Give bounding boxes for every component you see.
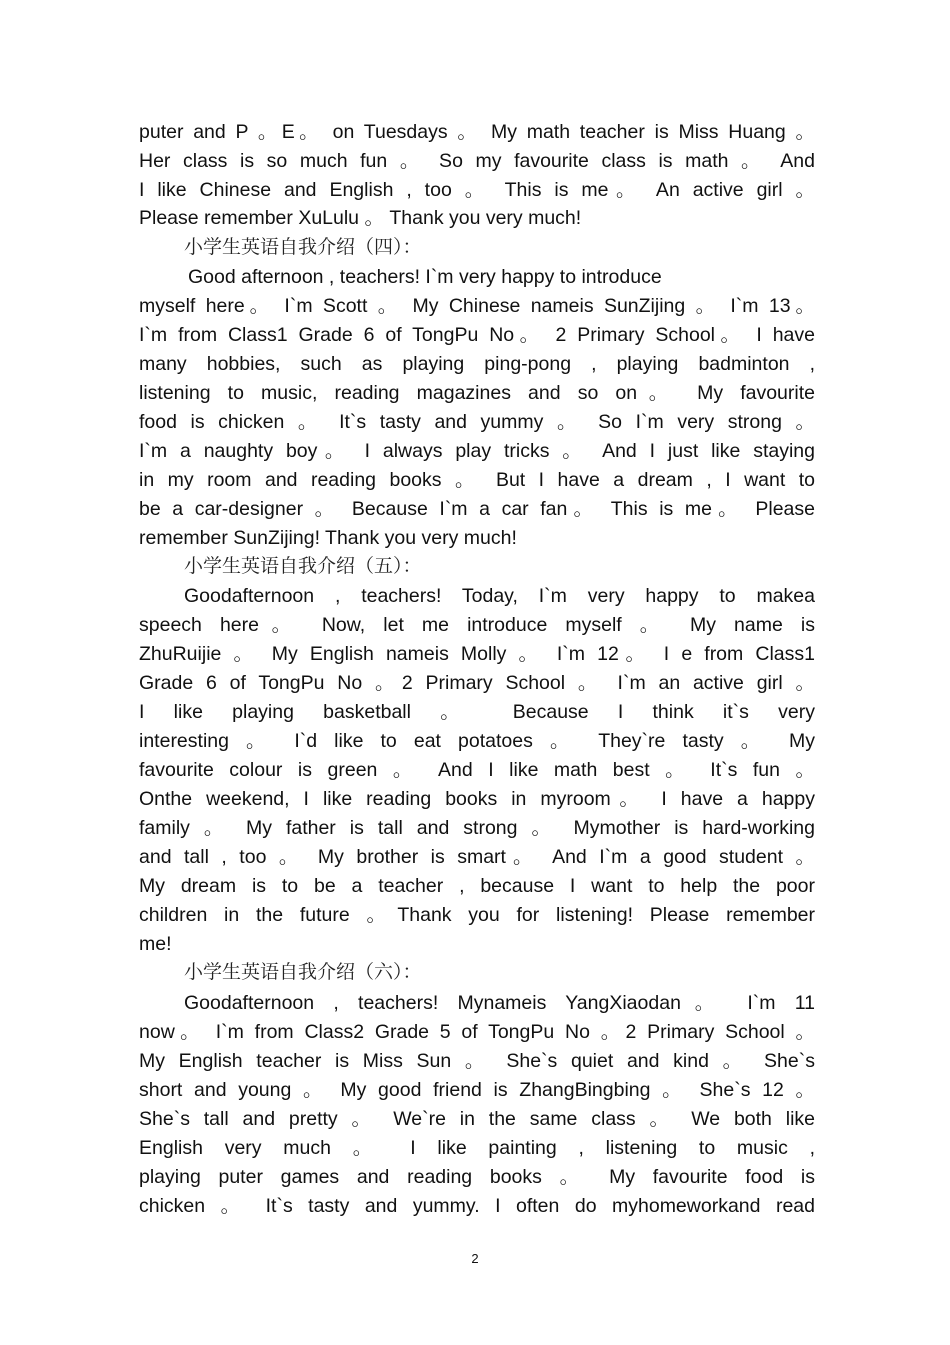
page-number: 2: [471, 1251, 479, 1266]
section-heading-4: 小学生英语自我介绍（四）：: [184, 236, 422, 258]
text-line: short and young 。 My good friend is ZhangBingbing 。 She`s 12 。: [139, 1079, 815, 1101]
text-line: I like playing basketball 。 Because I think it`s very: [139, 701, 815, 723]
text-line: now。 I`m from Class2 Grade 5 of TongPu No 。2 Primary School 。: [139, 1021, 815, 1043]
text-line: Grade 6 of TongPu No 。2 Primary School 。 I`m an active girl 。: [139, 672, 815, 694]
text-line: Good afternoon , teachers! I`m very happy to introduce: [188, 266, 662, 288]
text-line: listening to music, reading magazines and so on。 My favourite: [139, 382, 815, 404]
text-line: Goodafternoon , teachers! Today, I`m very happy to makea: [184, 585, 815, 607]
text-line: chicken 。 It`s tasty and yummy. I often do myhomeworkand read: [139, 1195, 815, 1217]
text-line: many hobbies, such as playing ping-pong , playing badminton ,: [139, 353, 815, 375]
text-line: I like Chinese and English , too 。 This is me。 An active girl 。: [139, 179, 815, 201]
text-line: Onthe weekend, I like reading books in myroom。 I have a happy: [139, 788, 815, 810]
section-heading-6: 小学生英语自我介绍（六）：: [184, 961, 422, 983]
text-line: Her class is so much fun 。 So my favourite class is math 。 And: [139, 150, 815, 172]
text-line: me!: [139, 933, 172, 955]
text-line: I`m a naughty boy。 I always play tricks 。 And I just like staying: [139, 440, 815, 462]
text-line: in my room and reading books 。 But I have a dream , I want to: [139, 469, 815, 491]
text-line: ZhuRuijie 。 My English nameis Molly 。 I`m 12。 I e from Class1: [139, 643, 815, 665]
text-line: remember SunZijing! Thank you very much!: [139, 527, 517, 549]
text-line: I`m from Class1 Grade 6 of TongPu No。 2 Primary School。 I have: [139, 324, 815, 346]
text-line: and tall , too 。 My brother is smart。 And I`m a good student 。: [139, 846, 815, 868]
text-line: children in the future 。Thank you for listening! Please remember: [139, 904, 815, 926]
text-line: favourite colour is green 。 And I like math best 。 It`s fun 。: [139, 759, 815, 781]
text-line: family 。 My father is tall and strong 。 Mymother is hard-working: [139, 817, 815, 839]
text-line: speech here。 Now, let me introduce myself 。 My name is: [139, 614, 815, 636]
text-line: My dream is to be a teacher , because I want to help the poor: [139, 875, 815, 897]
text-line: playing puter games and reading books 。 My favourite food is: [139, 1166, 815, 1188]
text-line: My English teacher is Miss Sun 。 She`s quiet and kind 。 She`s: [139, 1050, 815, 1072]
text-line: She`s tall and pretty 。 We`re in the same class 。 We both like: [139, 1108, 815, 1130]
text-line: Goodafternoon , teachers! Mynameis YangXiaodan。 I`m 11: [184, 992, 815, 1014]
section-heading-5: 小学生英语自我介绍（五）：: [184, 555, 422, 577]
text-line: puter and P 。E。 on Tuesdays 。 My math teacher is Miss Huang 。: [139, 121, 815, 143]
text-line: food is chicken 。 It`s tasty and yummy 。 So I`m very strong 。: [139, 411, 815, 433]
text-line: be a car-designer 。 Because I`m a car fan。 This is me。 Please: [139, 498, 815, 520]
text-line: interesting 。 I`d like to eat potatoes 。 They`re tasty 。 My: [139, 730, 815, 752]
text-line: Please remember XuLulu 。 Thank you very much!: [139, 207, 582, 229]
text-line: English very much 。 I like painting , listening to music ,: [139, 1137, 815, 1159]
text-line: myself here。 I`m Scott 。 My Chinese nameis SunZijing 。 I`m 13。: [139, 295, 815, 317]
